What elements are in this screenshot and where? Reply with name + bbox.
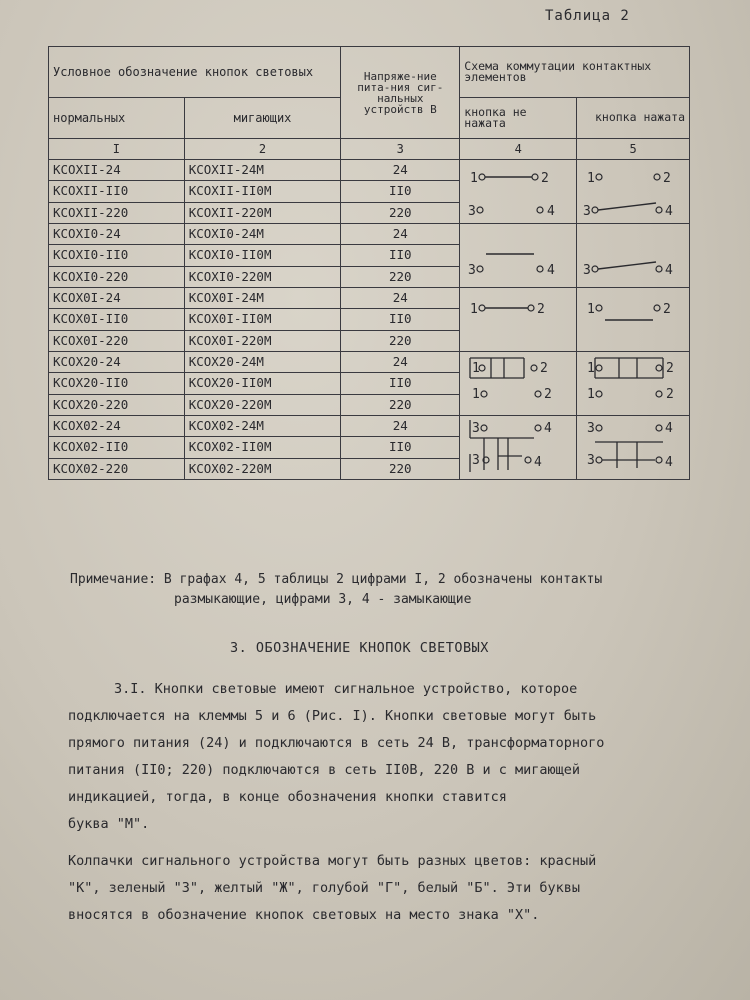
cell-voltage: 220 bbox=[341, 330, 460, 351]
paragraph-line: Колпачки сигнального устройства могут быть разных цветов: красный bbox=[68, 853, 597, 869]
contact-2-label: 2 bbox=[666, 361, 675, 376]
schema-10-pressed bbox=[577, 224, 690, 288]
contact-1-label: 1 bbox=[587, 387, 596, 402]
col-number-3: 3 bbox=[341, 139, 460, 160]
header-not-pressed: кнопка не нажата bbox=[460, 98, 577, 139]
schema-10-not-pressed bbox=[460, 224, 577, 288]
contact-4-label: 4 bbox=[665, 421, 674, 436]
button-table bbox=[48, 46, 690, 480]
contact-3-label: 3 bbox=[472, 421, 481, 436]
header-designation: Условное обозначение кнопок световых bbox=[49, 47, 341, 98]
table-label: Таблица 2 bbox=[545, 8, 630, 24]
schema-02-not-pressed bbox=[460, 416, 577, 480]
cell-voltage: II0 bbox=[341, 245, 460, 266]
paragraph-line: индикацией, тогда, в конце обозначения кнопки ставится bbox=[68, 789, 507, 805]
contact-2-label: 2 bbox=[537, 302, 546, 317]
header-blinking: мигающих bbox=[184, 98, 341, 139]
schema-11-pressed bbox=[577, 160, 690, 224]
contact-1-label: 1 bbox=[472, 361, 481, 376]
cell-voltage: II0 bbox=[341, 373, 460, 394]
col-number-4: 4 bbox=[460, 139, 577, 160]
col-number-5: 5 bbox=[577, 139, 690, 160]
contact-1-label: 1 bbox=[470, 171, 479, 186]
cell-blinking: КСОХ20-220М bbox=[184, 394, 341, 415]
table-row bbox=[49, 288, 690, 309]
contact-1-label: 1 bbox=[587, 361, 596, 376]
contact-2-label: 2 bbox=[666, 387, 675, 402]
contact-3-label: 3 bbox=[468, 263, 477, 278]
col-number-1: I bbox=[49, 139, 185, 160]
contact-4-label: 4 bbox=[547, 204, 556, 219]
contact-4-label: 4 bbox=[665, 455, 674, 470]
table-row bbox=[49, 352, 690, 373]
contact-3-label: 3 bbox=[587, 453, 596, 468]
cell-normal: КСОХ20-II0 bbox=[49, 373, 185, 394]
contact-1-label: 1 bbox=[470, 302, 479, 317]
cell-voltage: 220 bbox=[341, 202, 460, 223]
cell-blinking: КСОХI0-220М bbox=[184, 266, 341, 287]
header-pressed: кнопка нажата bbox=[577, 98, 690, 139]
contact-4-label: 4 bbox=[665, 263, 674, 278]
cell-voltage: 220 bbox=[341, 458, 460, 479]
cell-normal: КСОХI0-220 bbox=[49, 266, 185, 287]
cell-normal: КСОХ02-24 bbox=[49, 416, 185, 437]
cell-normal: КСОХ0I-II0 bbox=[49, 309, 185, 330]
table-row bbox=[49, 160, 690, 181]
note-line-1: Примечание: В графах 4, 5 таблицы 2 цифрами I, 2 обозначены контакты bbox=[70, 572, 603, 587]
cell-normal: КСОХI0-II0 bbox=[49, 245, 185, 266]
schema-01-pressed bbox=[577, 288, 690, 352]
cell-blinking: КСОХI0-24М bbox=[184, 224, 341, 245]
schema-20-pressed bbox=[577, 352, 690, 416]
cell-normal: КСОХ0I-220 bbox=[49, 330, 185, 351]
cell-blinking: КСОХ02-220М bbox=[184, 458, 341, 479]
cell-blinking: КСОХ02-24М bbox=[184, 416, 341, 437]
schema-01-not-pressed bbox=[460, 288, 577, 352]
paragraph-line: вносятся в обозначение кнопок световых на место знака "Х". bbox=[68, 907, 540, 923]
paragraph-caps bbox=[68, 848, 708, 929]
contact-3-label: 3 bbox=[472, 453, 481, 468]
cell-blinking: КСОХ0I-24М bbox=[184, 288, 341, 309]
section-title: 3. ОБОЗНАЧЕНИЕ КНОПОК СВЕТОВЫХ bbox=[230, 640, 489, 656]
cell-voltage: II0 bbox=[341, 309, 460, 330]
contact-1-label: 1 bbox=[472, 387, 481, 402]
cell-blinking: КСОХ0I-II0М bbox=[184, 309, 341, 330]
cell-normal: КСОХI0-24 bbox=[49, 224, 185, 245]
header-schema: Схема коммутации контактных элементов bbox=[460, 47, 690, 98]
cell-normal: КСОХ02-220 bbox=[49, 458, 185, 479]
cell-blinking: КСОХII-220М bbox=[184, 202, 341, 223]
cell-voltage: 220 bbox=[341, 266, 460, 287]
cell-voltage: 24 bbox=[341, 352, 460, 373]
cell-blinking: КСОХ02-II0М bbox=[184, 437, 341, 458]
cell-voltage: 24 bbox=[341, 288, 460, 309]
contact-3-label: 3 bbox=[587, 421, 596, 436]
paragraph-line: 3.I. Кнопки световые имеют сигнальное устройство, которое bbox=[114, 681, 578, 697]
paragraph-line: питания (II0; 220) подключаются в сеть II0В, 220 В и с мигающей bbox=[68, 762, 581, 778]
col-number-2: 2 bbox=[184, 139, 341, 160]
contact-3-label: 3 bbox=[583, 204, 592, 219]
paragraph-line: буква "М". bbox=[68, 816, 150, 832]
cell-voltage: II0 bbox=[341, 181, 460, 202]
paragraph-3-1 bbox=[68, 676, 708, 838]
schema-20-not-pressed bbox=[460, 352, 577, 416]
table-note bbox=[70, 570, 710, 610]
cell-voltage: 24 bbox=[341, 224, 460, 245]
contact-4-label: 4 bbox=[534, 455, 543, 470]
table-row bbox=[49, 416, 690, 437]
cell-blinking: КСОХ20-24М bbox=[184, 352, 341, 373]
cell-voltage: 220 bbox=[341, 394, 460, 415]
contact-4-label: 4 bbox=[544, 421, 553, 436]
cell-blinking: КСОХ0I-220М bbox=[184, 330, 341, 351]
note-line-2: размыкающие, цифрами 3, 4 - замыкающие bbox=[174, 592, 472, 607]
cell-voltage: 24 bbox=[341, 160, 460, 181]
contact-2-label: 2 bbox=[663, 171, 672, 186]
contact-2-label: 2 bbox=[541, 171, 550, 186]
cell-voltage: 24 bbox=[341, 416, 460, 437]
contact-2-label: 2 bbox=[540, 361, 549, 376]
cell-normal: КСОХ20-220 bbox=[49, 394, 185, 415]
cell-blinking: КСОХI0-II0М bbox=[184, 245, 341, 266]
contact-4-label: 4 bbox=[665, 204, 674, 219]
contact-1-label: 1 bbox=[587, 302, 596, 317]
paragraph-line: подключается на клеммы 5 и 6 (Рис. I). Кнопки световые могут быть bbox=[68, 708, 597, 724]
paragraph-line: "К", зеленый "З", желтый "Ж", голубой "Г", белый "Б". Эти буквы bbox=[68, 880, 581, 896]
schema-11-not-pressed bbox=[460, 160, 577, 224]
cell-normal: КСОХ02-II0 bbox=[49, 437, 185, 458]
cell-normal: КСОХII-II0 bbox=[49, 181, 185, 202]
contact-2-label: 2 bbox=[544, 387, 553, 402]
cell-blinking: КСОХII-24М bbox=[184, 160, 341, 181]
contact-4-label: 4 bbox=[547, 263, 556, 278]
table-row bbox=[49, 224, 690, 245]
cell-normal: КСОХII-24 bbox=[49, 160, 185, 181]
header-normal: нормальных bbox=[49, 98, 185, 139]
cell-normal: КСОХ20-24 bbox=[49, 352, 185, 373]
cell-voltage: II0 bbox=[341, 437, 460, 458]
contact-3-label: 3 bbox=[468, 204, 477, 219]
cell-blinking: КСОХ20-II0М bbox=[184, 373, 341, 394]
contact-3-label: 3 bbox=[583, 263, 592, 278]
header-voltage: Напряже-ние пита-ния сиг-нальных устройств В bbox=[341, 47, 460, 139]
cell-blinking: КСОХII-II0М bbox=[184, 181, 341, 202]
contact-1-label: 1 bbox=[587, 171, 596, 186]
paragraph-line: прямого питания (24) и подключаются в сеть 24 В, трансформаторного bbox=[68, 735, 605, 751]
contact-2-label: 2 bbox=[663, 302, 672, 317]
cell-normal: КСОХII-220 bbox=[49, 202, 185, 223]
cell-normal: КСОХ0I-24 bbox=[49, 288, 185, 309]
schema-02-pressed bbox=[577, 416, 690, 480]
